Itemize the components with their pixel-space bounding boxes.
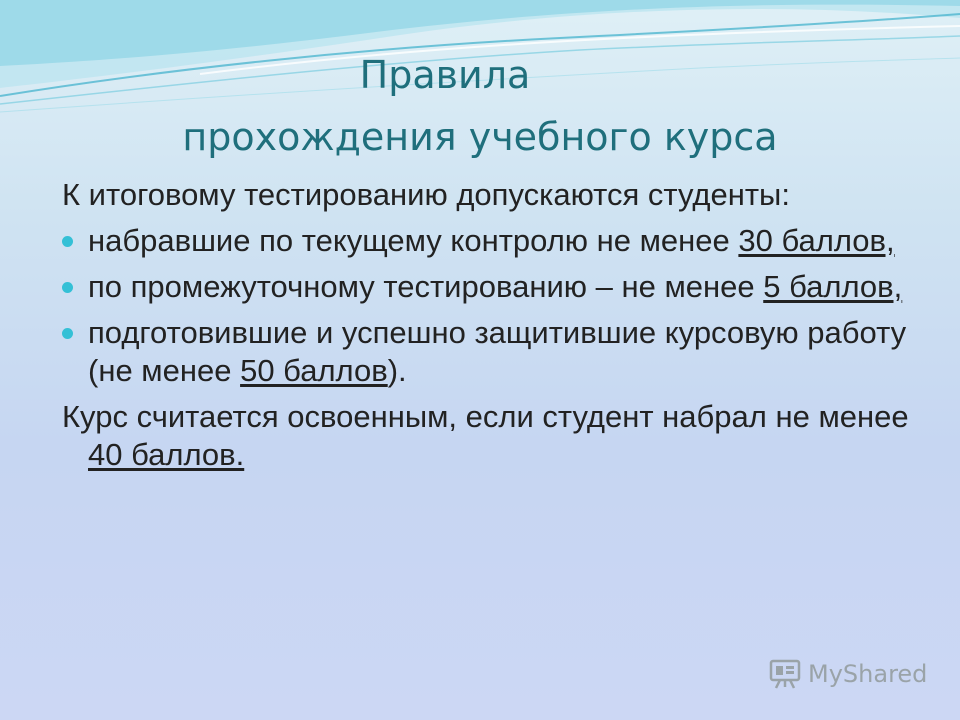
bullet-underlined-value: 50 баллов <box>240 353 388 388</box>
title-line-1: Правила <box>359 53 531 97</box>
slide-body <box>62 176 922 482</box>
bullet-dot <box>62 328 73 339</box>
bullet-text: набравшие по текущему контролю не менее <box>88 223 739 258</box>
bullet-text: подготовившие и успешно защитившие курсовую работу (не менее <box>88 315 907 388</box>
title-line-2: прохождения учебного курса <box>182 115 778 159</box>
conclusion-text: Курс считается освоенным, если студент набрал не менее <box>62 399 909 434</box>
bullet-underlined-value: 30 баллов, <box>738 223 895 258</box>
watermark-text: MyShared <box>808 660 928 688</box>
presentation-board-icon <box>768 657 802 691</box>
bullet-item <box>62 314 922 390</box>
bullet-dot <box>62 236 73 247</box>
bullet-item <box>62 222 922 260</box>
bullet-text: по промежуточному тестированию – не менее <box>88 269 764 304</box>
watermark <box>768 656 927 692</box>
bullet-item <box>62 268 922 306</box>
conclusion-underlined-value: 40 баллов. <box>88 437 245 472</box>
bullet-dot <box>62 282 73 293</box>
slide-title <box>0 44 960 168</box>
bullet-underlined-value: 5 баллов, <box>763 269 903 304</box>
bullet-text-tail: ). <box>387 353 407 388</box>
conclusion-paragraph <box>62 398 922 474</box>
intro-paragraph: К итоговому тестированию допускаются студенты: <box>62 177 790 212</box>
